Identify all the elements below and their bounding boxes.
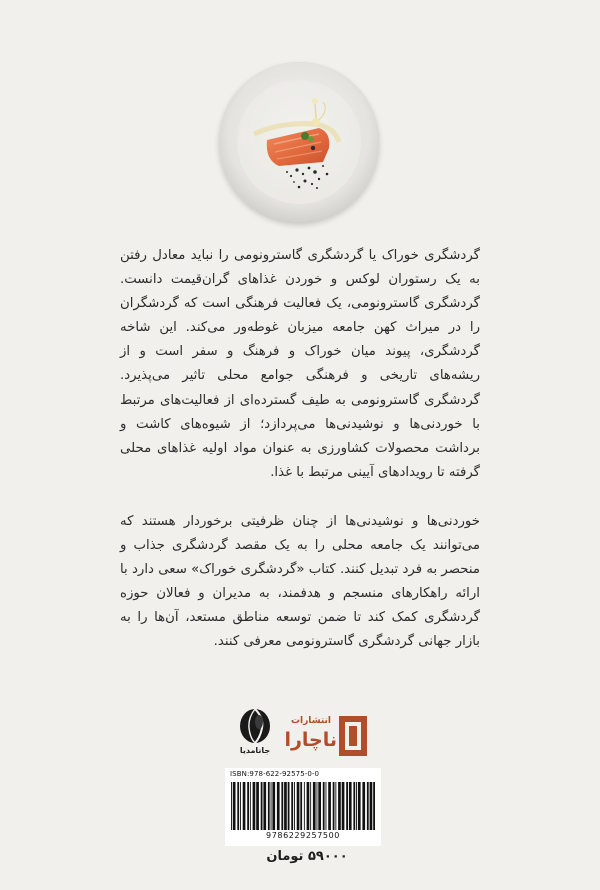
barcode-bar bbox=[271, 782, 272, 830]
barcode-bar bbox=[358, 782, 361, 830]
barcode-bar bbox=[284, 782, 287, 830]
barcode-bar bbox=[297, 782, 300, 830]
barcode-bar bbox=[349, 782, 352, 830]
description-paragraph-2: خوردنی‌ها و نوشیدنی‌ها از چنان ظرفیتی برخوردار هستند که می‌توانند یک جامعه محلی را به یک مقصد گردشگری جذاب و منحصر به فرد تبدیل کنند. کتاب «گردشگری خوراک» سعی دارد با ارائه راهکارهای منسجم و هدفمند، به مدیران و فعالان حوزه گردشگری کمک کند تا ضمن توسعه مناطق مستعد، آن‌ها را به بازار جهانی گردشگری گاسترونومی معرفی کنند. bbox=[120, 514, 480, 650]
barcode-bar bbox=[323, 782, 325, 830]
barcode-bar bbox=[362, 782, 365, 830]
janamedia-name: جانامدیا bbox=[239, 746, 271, 755]
nachara-name: ناچارا bbox=[284, 729, 337, 751]
barcode-bar bbox=[373, 782, 375, 830]
barcode-bar bbox=[338, 782, 341, 830]
barcode-bar bbox=[294, 782, 295, 830]
barcode-bar bbox=[356, 782, 357, 830]
price-label: ۵۹۰۰۰ تومان bbox=[266, 849, 348, 864]
nachara-publications-label: انتشارات bbox=[291, 716, 331, 726]
barcode-bar bbox=[346, 782, 348, 830]
barcode-bar bbox=[253, 782, 256, 830]
barcode-bar bbox=[300, 782, 302, 830]
food-plate-image bbox=[219, 62, 379, 222]
barcode-bar bbox=[326, 782, 327, 830]
barcode-bar bbox=[261, 782, 263, 830]
barcode-bar bbox=[243, 782, 246, 830]
barcode-bar bbox=[367, 782, 369, 830]
barcode-bar bbox=[240, 782, 241, 830]
barcode-bar bbox=[277, 782, 280, 830]
barcode-bar bbox=[313, 782, 316, 830]
barcode-bar bbox=[317, 782, 318, 830]
description-paragraph-1: گردشگری خوراک یا گردشگری گاسترونومی را نباید معادل رفتن به یک رستوران لوکس و خوردن غذاهای گران‌قیمت دانست. گردشگری گاسترونومی، یک فعالیت فرهنگی است که گردشگران را در میراث کهن جامعه میزبان غوطه‌ور می‌کند. این شاخه گردشگری، پیوند میان خوراک و فرهنگ و سفر است و از ریشه‌های تاریخی و فرهنگی جوامع محلی تاثیر می‌پذیرد. گردشگری گاسترونومی به طیف گسترده‌ای از فعالیت‌های مرتبط با خوردنی‌ها و نوشیدنی‌ها می‌پردازد؛ از شیوه‌های کاشت و برداشت محصولات کشاورزی به عنوان مواد اولیه غذاهای محلی گرفته تا رویدادهای آیینی مرتبط با غذا. bbox=[120, 248, 480, 480]
barcode-bar bbox=[318, 782, 321, 830]
nachara-logo bbox=[284, 712, 369, 760]
barcode-bar bbox=[307, 782, 310, 830]
barcode-bars bbox=[231, 782, 375, 830]
barcode-bar bbox=[237, 782, 239, 830]
barcode-bar bbox=[247, 782, 249, 830]
barcode-block bbox=[225, 768, 381, 846]
barcode-bar bbox=[310, 782, 311, 830]
barcode-bar bbox=[233, 782, 236, 830]
barcode-bar bbox=[353, 782, 355, 830]
barcode-bar bbox=[281, 782, 283, 830]
nachara-mark-icon bbox=[337, 712, 369, 760]
barcode-bar bbox=[288, 782, 290, 830]
barcode-bar bbox=[328, 782, 331, 830]
barcode-bar bbox=[231, 782, 232, 830]
barcode-bar bbox=[370, 782, 373, 830]
barcode-bar bbox=[268, 782, 270, 830]
barcode-bar bbox=[342, 782, 345, 830]
barcode-bar bbox=[291, 782, 293, 830]
barcode-bar bbox=[304, 782, 305, 830]
barcode-bar bbox=[263, 782, 266, 830]
isbn-label: ISBN:978-622-92575-0-0 bbox=[230, 770, 320, 778]
barcode-bar bbox=[272, 782, 275, 830]
barcode-bar bbox=[333, 782, 335, 830]
barcode-bar bbox=[335, 782, 336, 830]
barcode-bar bbox=[250, 782, 251, 830]
barcode-number: 9786229257500 bbox=[266, 831, 340, 840]
barcode-bar bbox=[256, 782, 259, 830]
